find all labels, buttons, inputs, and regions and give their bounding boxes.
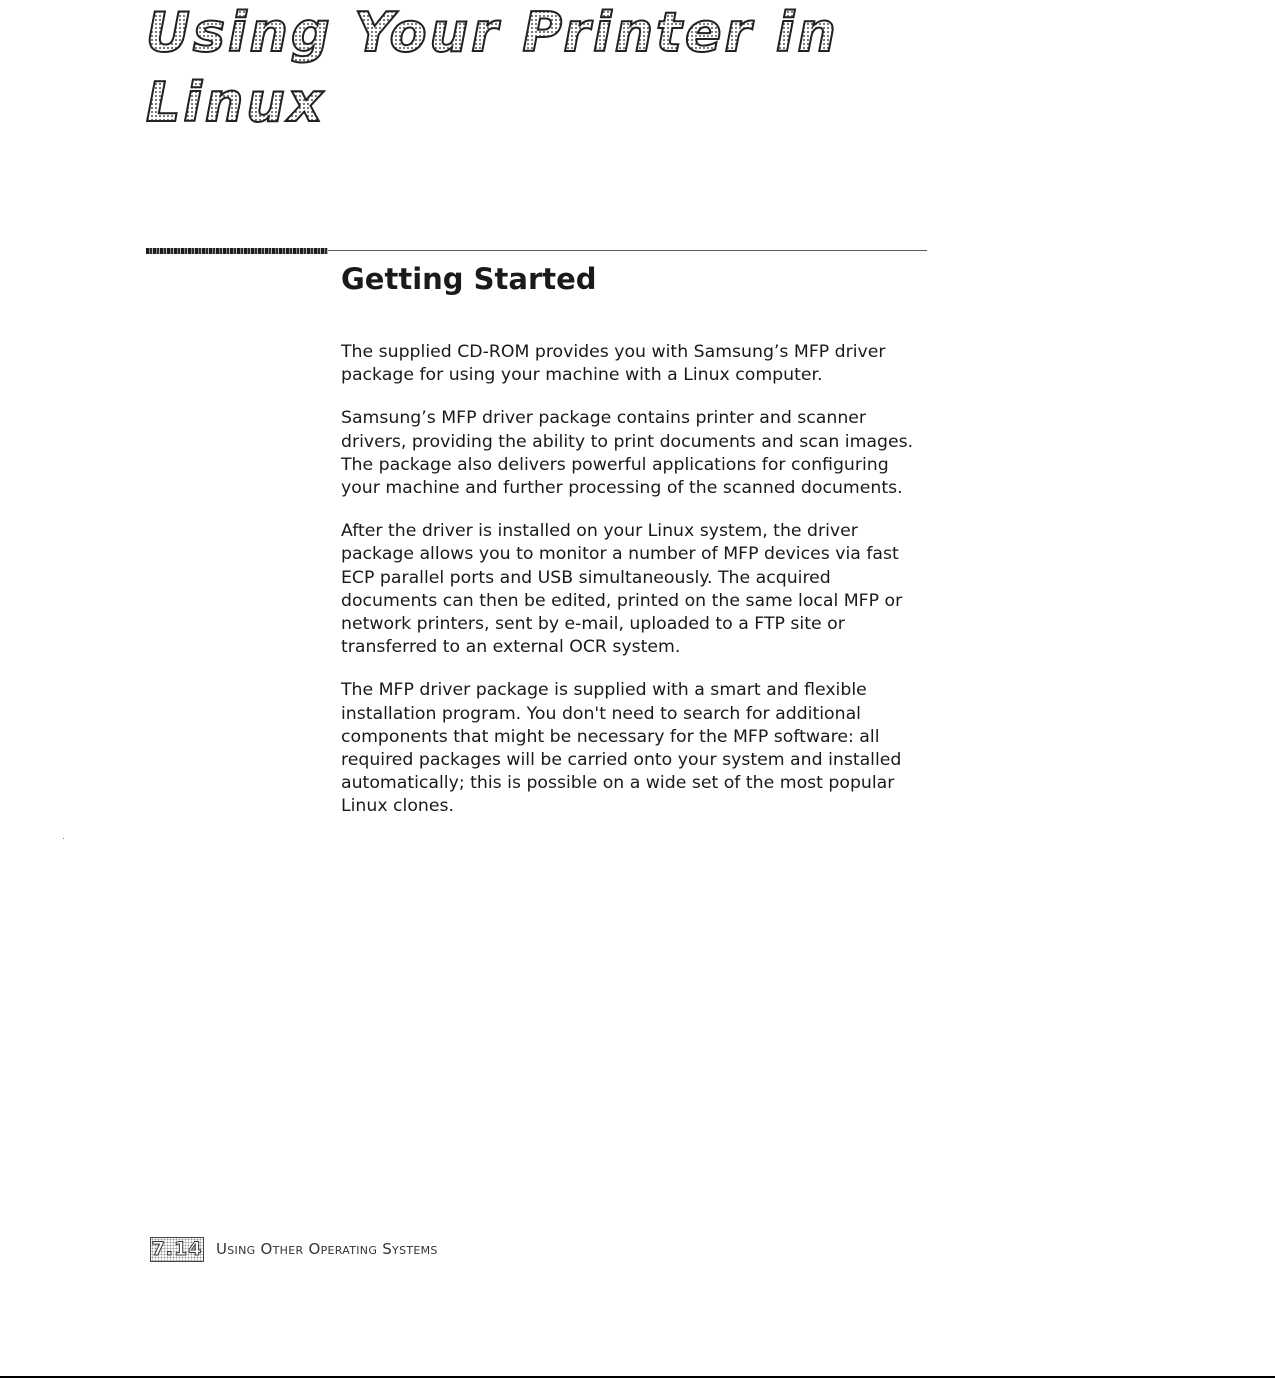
- chapter-title: [146, 0, 906, 138]
- chapter-title-line-2: Linux: [146, 71, 326, 134]
- section-rule: [328, 250, 927, 251]
- section-rule-accent: [146, 248, 328, 254]
- section-heading: Getting Started: [341, 262, 597, 296]
- paragraph-1: The supplied CD-ROM provides you with Samsung’s MFP driver package for using your machine with a Linux computer.: [341, 342, 886, 386]
- paragraph-4: The MFP driver package is supplied with a smart and flexible installation program. You don't need to search for additional components that might be necessary for the MFP software: all required packages will be carried onto your system and installed automatically; this is possible on a wide set of the most popular Linux clones.: [341, 680, 902, 817]
- chapter-title-line-1: Using Your Printer in: [146, 1, 839, 64]
- scan-speck: [63, 838, 64, 839]
- section-body: [341, 341, 931, 839]
- footer-section-name: Using Other Operating Systems: [216, 1240, 438, 1258]
- paragraph-2: Samsung’s MFP driver package contains printer and scanner drivers, providing the ability to print documents and scan images. The package also delivers powerful applications for configuring your machine and further processing of the scanned documents.: [341, 408, 914, 499]
- paragraph-3: After the driver is installed on your Linux system, the driver package allows you to monitor a number of MFP devices via fast ECP parallel ports and USB simultaneously. The acquired documents can then be edited, printed on the same local MFP or network printers, sent by e-mail, uploaded to a FTP site or transferred to an external OCR system.: [341, 521, 903, 658]
- page-number: 7.14: [151, 1238, 203, 1260]
